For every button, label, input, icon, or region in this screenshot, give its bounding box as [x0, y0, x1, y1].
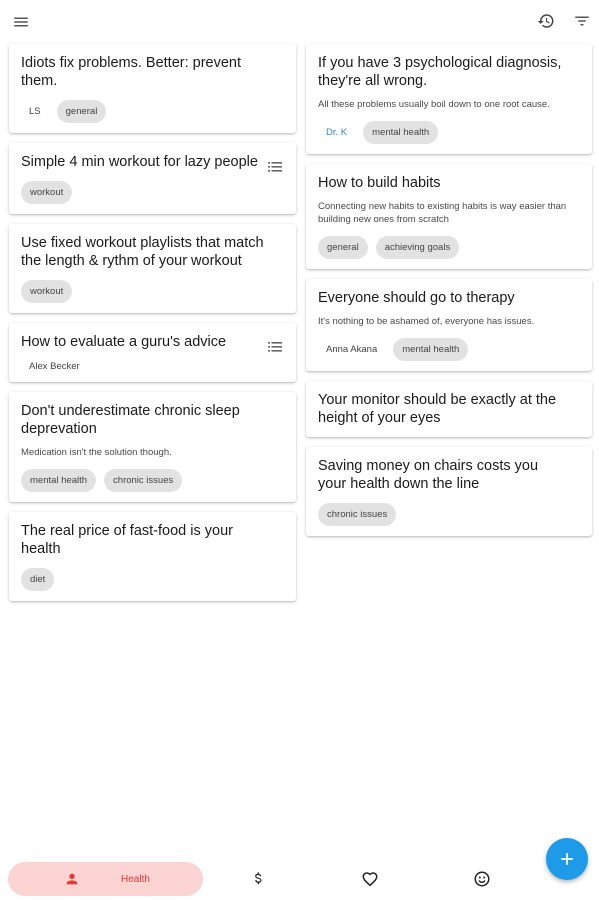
- right-column: [306, 44, 592, 536]
- tag-chip[interactable]: mental health: [393, 338, 468, 361]
- card-author: LS: [29, 106, 41, 117]
- card-meta: [318, 121, 580, 144]
- bottom-navigation: [0, 858, 599, 900]
- card-meta: [318, 236, 580, 259]
- card-title: Saving money on chairs costs you your health down the line: [318, 458, 539, 492]
- tag-chip[interactable]: diet: [21, 568, 54, 591]
- tag-chip[interactable]: workout: [21, 181, 72, 204]
- nav-label-health: Health: [121, 873, 150, 885]
- card-meta: [21, 469, 284, 492]
- tag-chip[interactable]: workout: [21, 280, 72, 303]
- card-description: Medication isn't the solution though.: [21, 447, 172, 458]
- tag-chip[interactable]: chronic issues: [318, 503, 396, 526]
- card-meta: [318, 503, 580, 526]
- card-title: Use fixed workout playlists that match the length & rythm of your workout: [21, 235, 264, 269]
- card-description: All these problems usually boil down to one root cause.: [318, 99, 550, 110]
- card-meta: [21, 568, 284, 591]
- tip-card[interactable]: [306, 164, 592, 269]
- tip-card[interactable]: [306, 447, 592, 536]
- nav-item-finance[interactable]: [246, 867, 270, 891]
- dollar-icon: [249, 870, 267, 888]
- card-title: Don't underestimate chronic sleep deprevation: [21, 403, 240, 437]
- card-title: Simple 4 min workout for lazy people: [21, 154, 258, 170]
- tip-card[interactable]: [9, 143, 296, 214]
- top-app-bar: [0, 0, 599, 44]
- card-title: How to build habits: [318, 175, 441, 191]
- list-icon: [268, 161, 282, 173]
- cards-grid: [9, 44, 592, 601]
- card-meta: [318, 338, 580, 361]
- nav-item-mood[interactable]: [470, 867, 494, 891]
- card-title: Idiots fix problems. Better: prevent them.: [21, 55, 242, 89]
- card-meta: [21, 361, 284, 372]
- person-icon: [64, 871, 80, 887]
- list-icon: [268, 341, 282, 353]
- card-description: It's nothing to be ashamed of, everyone has issues.: [318, 316, 535, 327]
- nav-item-relationships[interactable]: [358, 867, 382, 891]
- card-title: Everyone should go to therapy: [318, 290, 515, 306]
- card-author[interactable]: Dr. K: [326, 127, 348, 138]
- left-column: [9, 44, 296, 601]
- tip-card[interactable]: [9, 224, 296, 313]
- card-meta: [21, 100, 284, 123]
- card-title: Your monitor should be exactly at the height of your eyes: [318, 392, 557, 426]
- card-title: The real price of fast-food is your health: [21, 523, 233, 557]
- tag-chip[interactable]: mental health: [363, 121, 438, 144]
- tag-chip[interactable]: achieving goals: [376, 236, 460, 259]
- tip-card[interactable]: [9, 44, 296, 133]
- menu-icon[interactable]: [9, 10, 33, 34]
- tag-chip[interactable]: general: [57, 100, 107, 123]
- filter-icon[interactable]: [570, 9, 594, 33]
- history-icon[interactable]: [534, 9, 558, 33]
- tip-card[interactable]: [306, 279, 592, 371]
- card-author: Alex Becker: [29, 361, 80, 372]
- tip-card[interactable]: [9, 323, 296, 382]
- card-meta: [21, 280, 284, 303]
- tip-card[interactable]: [9, 512, 296, 601]
- smiley-icon: [473, 870, 491, 888]
- tip-card[interactable]: [306, 44, 592, 154]
- tip-card[interactable]: [306, 381, 592, 437]
- nav-item-health[interactable]: [8, 862, 203, 896]
- card-meta: [21, 181, 284, 204]
- tag-chip[interactable]: general: [318, 236, 368, 259]
- card-description: Connecting new habits to existing habits is way easier than building new ones from scratch: [318, 201, 567, 225]
- tag-chip[interactable]: chronic issues: [104, 469, 182, 492]
- tip-card[interactable]: [9, 392, 296, 502]
- card-author: Anna Akana: [326, 344, 378, 355]
- card-title: If you have 3 psychological diagnosis, they're all wrong.: [318, 55, 562, 89]
- heart-icon: [361, 870, 379, 888]
- card-title: How to evaluate a guru's advice: [21, 334, 227, 350]
- tag-chip[interactable]: mental health: [21, 469, 96, 492]
